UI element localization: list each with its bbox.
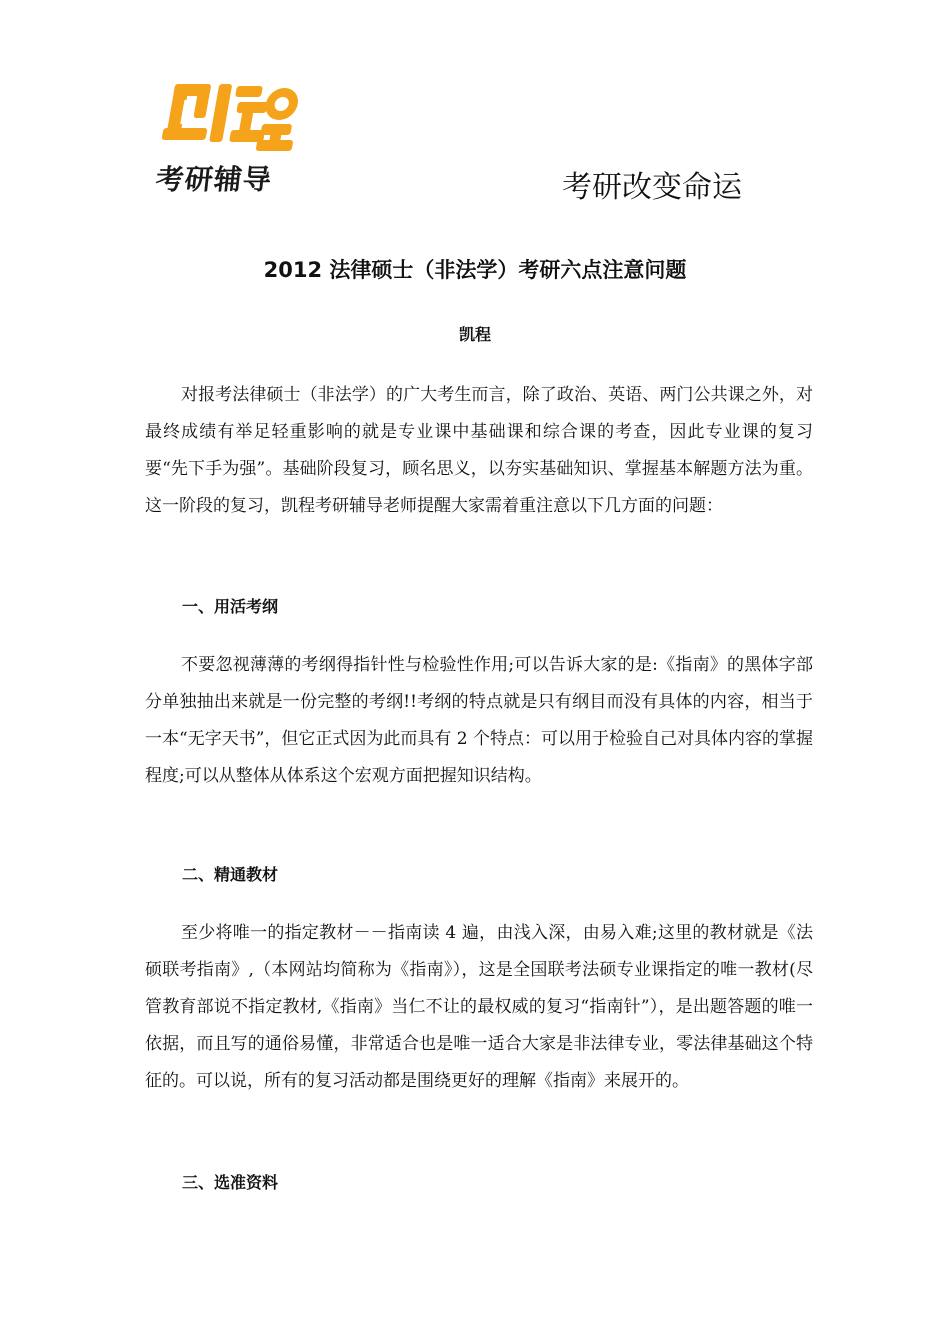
logo-mark-icon [158,80,303,160]
article-title: 2012 法律硕士（非法学）考研六点注意问题 [263,258,687,282]
section-heading-3: 三、选准资料 [182,1173,279,1192]
section-heading-1: 一、用活考纲 [182,597,279,616]
section-heading-2: 二、精通教材 [182,865,279,884]
section-body-2: 至少将唯一的指定教材－－指南读 4 遍，由浅入深，由易入难;这里的教材就是《法硕联考指南》,（本网站均简称为《指南》），这是全国联考法硕专业课指定的唯一教材(尽管教育部说不指定教材,《指南》当仁不让的最权威的复习“指南针”），是出题答题的唯一依据，而且写的通俗易懂，非常适合也是唯一适合大家是非法律专业，零法律基础这个特征的。可以说，所有的复习活动都是围绕更好的理解《指南》来展开的。 [145,923,813,1091]
kaicheng-logo [150,80,310,198]
logo-subtitle: 考研辅导 [154,163,274,196]
header-slogan: 考研改变命运 [562,170,742,205]
intro-paragraph: 对报考法律硕士（非法学）的广大考生而言，除了政治、英语、两门公共课之外，对最终成绩有举足轻重影响的就是专业课中基础课和综合课的考查，因此专业课的复习要“先下手为强”。基础阶段复习，顾名思义，以夯实基础知识、掌握基本解题方法为重。这一阶段的复习，凯程考研辅导老师提醒大家需着重注意以下几方面的问题： [145,385,813,516]
section-body-1: 不要忽视薄薄的考纲得指针性与检验性作用;可以告诉大家的是:《指南》的黑体字部分单独抽出来就是一份完整的考纲!!考纲的特点就是只有纲目而没有具体的内容，相当于一本“无字天书”，但它正式因为此而具有 2 个特点：可以用于检验自己对具体内容的掌握程度;可以从整体从体系这个宏观方面把握知识结构。 [145,655,814,786]
article-author: 凯程 [458,325,491,344]
